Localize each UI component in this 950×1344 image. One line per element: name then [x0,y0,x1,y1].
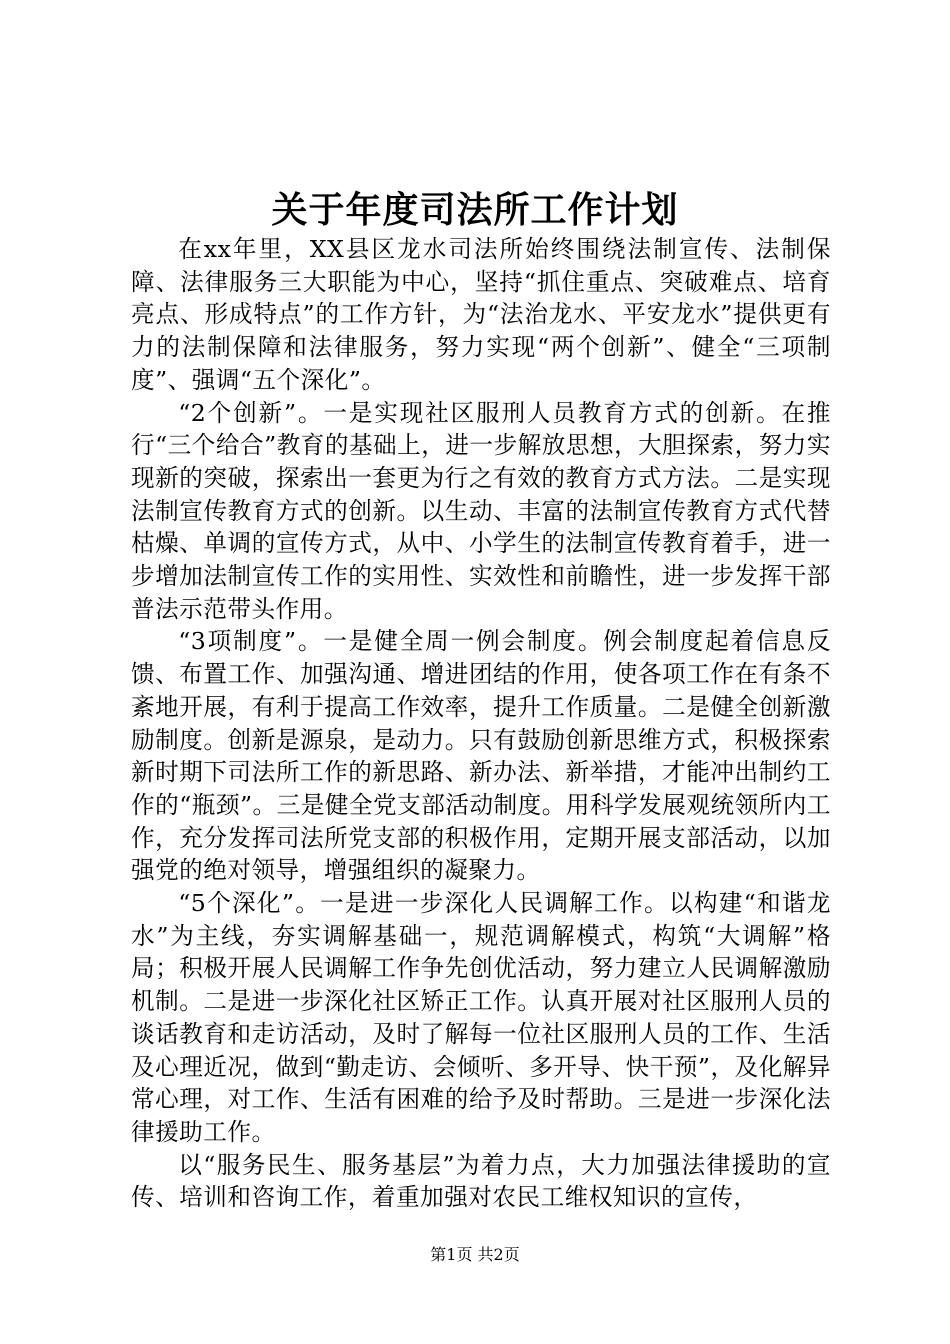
paragraph-five-deepenings: “5个深化”。一是进一步深化人民调解工作。以构建“和谐龙水”为主线，夯实调解基础一，规范调解模式，构筑“大调解”格局；积极开展人民调解工作争先创优活动，努力建立人民调解激励机制。二是进一步深化社区矫正工作。认真开展对社区服刑人员的谈话教育和走访活动，及时了解每一位社区服刑人员的工作、生活及心理近况，做到“勤走访、会倾听、多开导、快干预”，及化解异常心理，对工作、生活有困难的给予及时帮助。三是进一步深化法律援助工作。 [131,889,831,1146]
paragraph-two-innovations: “2个创新”。一是实现社区服刑人员教育方式的创新。在推行“三个给合”教育的基础上，进一步解放思想，大胆探索，努力实现新的突破，探索出一套更为行之有效的教育方式方法。二是实现法制宣传教育方式的创新。以生动、丰富的法制宣传教育方式代替枯燥、单调的宣传方式，从中、小学生的法制宣传教育着手，进一步增加法制宣传工作的实用性、实效性和前瞻性，进一步发挥干部普法示范带头作用。 [131,398,831,623]
paragraph-three-systems: “3项制度”。一是健全周一例会制度。例会制度起着信息反馈、布置工作、加强沟通、增进团结的作用，使各项工作在有条不紊地开展，有利于提高工作效率，提升工作质量。二是健全创新激励制度。创新是源泉，是动力。只有鼓励创新思维方式，积极探索新时期下司法所工作的新思路、新办法、新举措，才能冲出制约工作的“瓶颈”。三是健全党支部活动制度。用科学发展观统领所内工作，充分发挥司法所党支部的积极作用，定期开展支部活动，以加强党的绝对领导，增强组织的凝聚力。 [131,627,831,885]
paragraph-legal-aid: 以“服务民生、服务基层”为着力点，大力加强法律援助的宣传、培训和咨询工作，着重加强对农民工维权知识的宣传， [131,1150,831,1212]
document-body [131,233,831,1214]
page-number-footer: 第1页 共2页 [430,1245,520,1264]
document-title: 关于年度司法所工作计划 [271,189,679,231]
paragraph-intro: 在xx年里，XX县区龙水司法所始终围绕法制宣传、法制保障、法律服务三大职能为中心，坚持“抓住重点、突破难点、培育亮点、形成特点”的工作方针，为“法治龙水、平安龙水”提供更有力的法制保障和法律服务，努力实现“两个创新”、健全“三项制度”、强调“五个深化”。 [131,235,831,394]
